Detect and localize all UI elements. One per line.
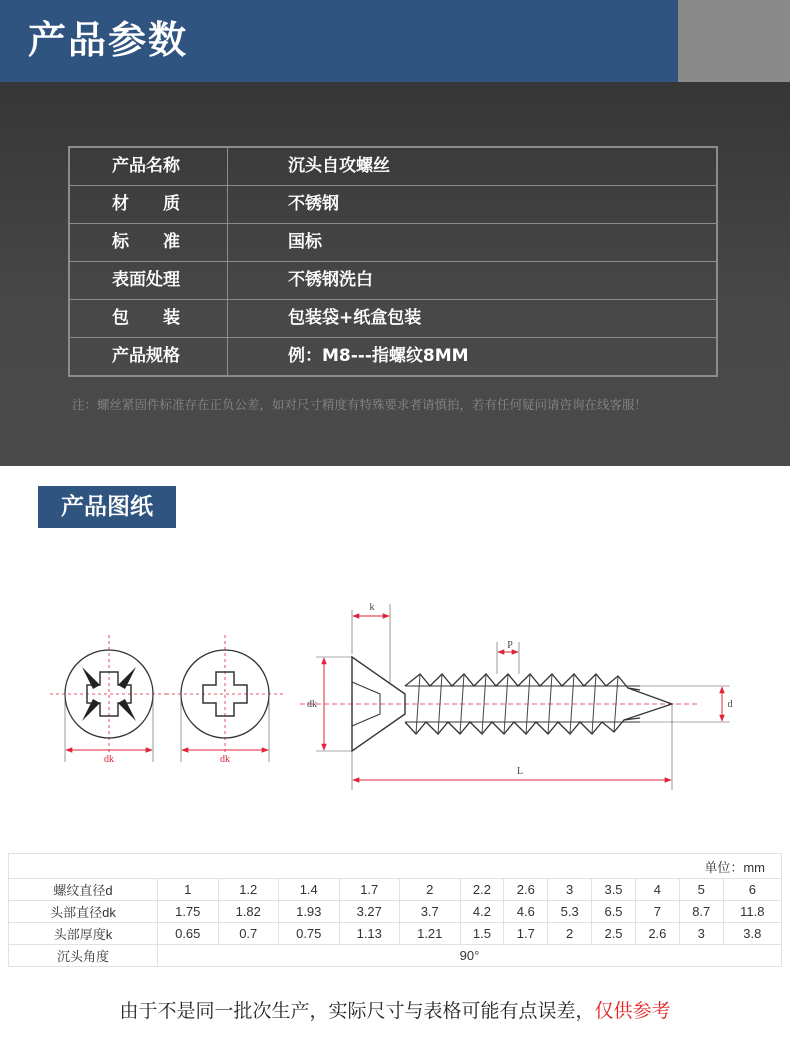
angle-value: 90° [158, 945, 782, 967]
footer-note [0, 996, 790, 1023]
table-row [9, 945, 782, 967]
table-cell: 3.27 [339, 901, 400, 923]
spec-label: 产品规格 [70, 338, 228, 375]
table-cell: 8.7 [679, 901, 723, 923]
spec-label: 材 质 [70, 186, 228, 223]
spec-table [68, 146, 718, 377]
phillips-head-view [166, 635, 284, 765]
k-label: k [369, 602, 375, 613]
spec-panel [0, 82, 790, 466]
spec-value: 沉头自攻螺丝 [288, 156, 390, 176]
table-cell: 5 [679, 879, 723, 901]
table-cell: 7 [635, 901, 679, 923]
spec-row [70, 224, 716, 262]
dk-label-side: dk [307, 699, 317, 710]
unit-label: 单位：mm [9, 854, 782, 879]
p-label: P [507, 640, 513, 651]
unit-row [9, 854, 782, 879]
table-cell: 1.13 [339, 923, 400, 945]
table-cell: 2.2 [460, 879, 504, 901]
table-cell: 2 [400, 879, 461, 901]
header-corner-block [678, 0, 790, 82]
spec-value: 包装袋+纸盒包装 [288, 308, 422, 328]
table-cell: 1.5 [460, 923, 504, 945]
dimension-table [8, 853, 782, 967]
spec-row [70, 300, 716, 338]
spec-row [70, 338, 716, 375]
spec-value: 国标 [288, 232, 322, 252]
row-label: 头部厚度k [9, 923, 158, 945]
table-cell: 1.4 [279, 879, 340, 901]
spec-label: 标 准 [70, 224, 228, 261]
spec-label: 产品名称 [70, 148, 228, 185]
table-cell: 3 [679, 923, 723, 945]
spec-label: 表面处理 [70, 262, 228, 299]
table-cell: 3 [548, 879, 592, 901]
table-cell: 4.6 [504, 901, 548, 923]
table-cell: 2.5 [592, 923, 636, 945]
table-cell: 2.6 [504, 879, 548, 901]
dk-label-2: dk [220, 754, 230, 765]
table-cell: 3.7 [400, 901, 461, 923]
spec-value: 不锈钢 [288, 194, 339, 214]
table-row [9, 901, 782, 923]
spec-value: 不锈钢洗白 [288, 270, 373, 290]
table-cell: 1.93 [279, 901, 340, 923]
table-cell: 11.8 [723, 901, 781, 923]
table-cell: 1.82 [218, 901, 279, 923]
spec-row [70, 148, 716, 186]
table-row [9, 923, 782, 945]
table-cell: 4 [635, 879, 679, 901]
table-cell: 4.2 [460, 901, 504, 923]
table-cell: 6 [723, 879, 781, 901]
table-cell: 0.75 [279, 923, 340, 945]
spec-tolerance-note: 注：螺丝紧固件标准存在正负公差，如对尺寸精度有特殊要求者请慎拍，若有任何疑问请咨询在线客服！ [72, 397, 648, 412]
screw-side-view [300, 602, 733, 790]
table-cell: 1.7 [504, 923, 548, 945]
spec-label: 包 装 [70, 300, 228, 337]
table-cell: 5.3 [548, 901, 592, 923]
d-label: d [727, 699, 733, 710]
row-label: 沉头角度 [9, 945, 158, 967]
footer-note-text: 由于不是同一批次生产，实际尺寸与表格可能有点误差， [119, 1000, 595, 1022]
spec-value: 例：M8---指螺纹8MM [288, 346, 469, 366]
table-cell: 1.2 [218, 879, 279, 901]
table-cell: 1.7 [339, 879, 400, 901]
table-cell: 3.5 [592, 879, 636, 901]
page-header [0, 0, 790, 82]
table-cell: 1 [158, 879, 219, 901]
dk-label-1: dk [104, 754, 114, 765]
pozidriv-head-view [50, 635, 168, 765]
table-cell: 3.8 [723, 923, 781, 945]
table-cell: 2 [548, 923, 592, 945]
drawing-section-title: 产品图纸 [38, 486, 176, 528]
table-cell: 1.75 [158, 901, 219, 923]
screw-technical-drawing [0, 590, 790, 820]
table-cell: 1.21 [400, 923, 461, 945]
l-label: L [516, 766, 524, 777]
table-cell: 6.5 [592, 901, 636, 923]
table-row [9, 879, 782, 901]
table-cell: 2.6 [635, 923, 679, 945]
page-title: 产品参数 [28, 18, 189, 62]
table-cell: 0.7 [218, 923, 279, 945]
footer-note-emphasis: 仅供参考 [594, 1000, 671, 1022]
row-label: 头部直径dk [9, 901, 158, 923]
spec-row [70, 186, 716, 224]
table-cell: 0.65 [158, 923, 219, 945]
row-label: 螺纹直径d [9, 879, 158, 901]
spec-row [70, 262, 716, 300]
